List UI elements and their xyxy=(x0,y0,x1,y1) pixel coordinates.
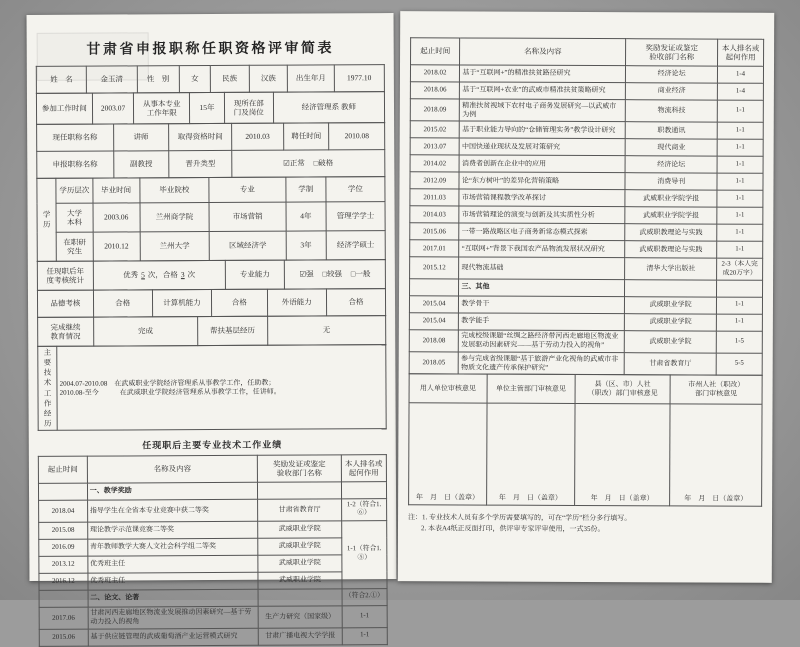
ach-rank-cell: （符合2.①） xyxy=(342,588,387,605)
applied-title-label: 申报职称名称 xyxy=(37,151,114,178)
gender-value: 女 xyxy=(179,66,210,93)
table-row xyxy=(36,92,384,125)
edu-major: 市场营销 xyxy=(209,202,286,231)
hire-time-value: 2010.08 xyxy=(329,123,385,150)
hire-time-label: 聘任时间 xyxy=(284,123,329,150)
language-value: 合格 xyxy=(326,289,385,316)
ach-dept-cell: 经济论坛 xyxy=(626,66,718,83)
achievement-row xyxy=(410,99,763,123)
ach-content-cell: 完成校级课题“丝绸之路经济带河西走廊地区物流业发展驱动因素研究——基于劳动力投入的视角” xyxy=(459,330,625,353)
ach-content-cell: 甘肃河西走廊地区物流业发展推动因素研究—基于劳动力投入的视角 xyxy=(88,606,259,629)
ach-content-cell: 一、教学奖励 xyxy=(87,482,258,500)
ethnic-label: 民族 xyxy=(210,65,249,92)
ach-content-cell: 指导学生在全省本专业竞赛中获二等奖 xyxy=(87,499,258,522)
assessment-table xyxy=(37,259,386,291)
county-sign-cell xyxy=(574,404,670,506)
ach-dept-cell: 武威职教理论与实践 xyxy=(625,224,717,241)
work-history-line: 2004.07-2010.08 在武威职业学院经济管理系从事教学工作，任助教； xyxy=(59,378,276,388)
ach-date-cell xyxy=(38,483,87,500)
edu-school: 兰州大学 xyxy=(140,232,210,261)
ach-rank-cell xyxy=(341,482,386,499)
ach-date-cell: 2018.02 xyxy=(410,65,459,82)
achievement-row xyxy=(410,223,763,242)
ach-content-cell: 市场营销理论的演变与创新及其实质性分析 xyxy=(459,206,625,224)
assessment-value xyxy=(93,260,225,290)
achievement-row xyxy=(410,189,763,208)
ach-dept-cell: 甘肃省教育厅 xyxy=(624,353,716,376)
col-header-rank: 本人排名或 起何作用 xyxy=(718,39,764,66)
edu-degree-header: 学位 xyxy=(326,177,385,202)
basic-info-row2 xyxy=(36,91,385,125)
form-title: 甘肃省申报职称任职资格评审简表 xyxy=(86,41,334,58)
ach-content-cell: 基于职业能力导向的“仓储管理实务”教学设计研究 xyxy=(460,121,626,139)
education-side-label: 学 历 xyxy=(37,178,57,261)
edu-major-header: 专业 xyxy=(209,177,286,202)
ach-dept-cell xyxy=(258,588,342,605)
achievement-row xyxy=(409,313,762,332)
achievement-row xyxy=(39,554,387,573)
ach-date-cell: 2016.12 xyxy=(39,573,88,590)
ach-date-cell xyxy=(410,279,459,296)
ach-content-cell: 基于供应链管理的武威葡萄酒产业运营模式研究 xyxy=(88,628,259,646)
profession-years-label: 从事本专业 工作年限 xyxy=(134,93,190,124)
ach-dept-cell: 武威职业学院 xyxy=(258,537,342,554)
ach-rank-cell: 1-1 xyxy=(717,297,763,314)
assessment-text: 次 xyxy=(187,270,196,280)
work-history-line: 2010.08-至今 在武威职业学院经济管理系从事教学工作，任讲师。 xyxy=(59,387,281,397)
bleed-through-ghost xyxy=(37,32,149,81)
ach-rank-cell: 1-4 xyxy=(718,66,764,83)
ach-rank-cell: 1-5 xyxy=(716,331,762,353)
achievement-row xyxy=(410,65,763,84)
ach-content-cell: 一带一路战略区电子商务新常态模式探索 xyxy=(459,223,625,241)
ach-date-cell: 2015.02 xyxy=(410,121,459,138)
assessment-text: 次，合格 xyxy=(147,270,178,280)
education-row xyxy=(37,231,385,262)
achievement-section-row xyxy=(39,588,387,607)
current-title-label: 现任职称名称 xyxy=(37,124,114,151)
moral-label: 品德考核 xyxy=(37,290,93,317)
table-row xyxy=(37,123,385,152)
city-opinion-header: 市州人社（职改） 部门审核意见 xyxy=(670,375,762,404)
ach-date-cell: 2015.12 xyxy=(410,257,460,279)
ach-rank-cell: 1-1 xyxy=(717,224,763,241)
date-stamp-line: 年 月 日（盖章） xyxy=(684,494,748,504)
form-notes xyxy=(408,512,762,535)
ach-date-cell: 2014.03 xyxy=(410,206,459,223)
achievement-row xyxy=(410,138,763,157)
col-header-dept: 奖励发证或鉴定 验收部门名称 xyxy=(626,39,718,66)
col-header-content: 名称及内容 xyxy=(87,455,258,483)
ach-content-cell: 教学能手 xyxy=(459,313,625,331)
work-history-side-label: 主要 技术 工作 经历 xyxy=(38,346,58,430)
title-info-table xyxy=(36,122,385,179)
ach-content-cell: 中国快递业现状及发展对策研究 xyxy=(460,138,626,156)
work-history-content xyxy=(57,345,386,431)
ach-content-cell: 基于“互联网+”的精准扶贫路径研究 xyxy=(460,65,626,83)
achievements-header-row xyxy=(38,455,386,484)
achievement-row xyxy=(39,605,387,629)
ach-dept-cell: 物流科技 xyxy=(626,100,718,123)
table-row xyxy=(37,150,385,179)
applied-title-value: 副教授 xyxy=(113,151,169,178)
date-stamp-line: 年 月 日（盖章） xyxy=(498,494,562,503)
birth-label: 出生年月 xyxy=(288,65,335,92)
ach-date-cell: 2014.02 xyxy=(410,155,459,172)
achievement-row xyxy=(409,296,762,315)
achievement-row xyxy=(410,172,763,191)
note-line-2: 2. 本表A4纸正反面打印，供评审专家评审使用，一式35份。 xyxy=(420,524,605,534)
opinions-sign-row xyxy=(409,403,762,507)
edu-major: 区域经济学 xyxy=(209,231,286,260)
checkbox-stronger: □较强 xyxy=(322,269,343,279)
ach-rank-cell: 1-1 xyxy=(717,156,763,173)
edu-time: 2003.06 xyxy=(93,203,140,232)
moral-value: 合格 xyxy=(93,290,152,317)
ach-content-cell: 青年教师教学大赛人文社会科学组二等奖 xyxy=(87,538,258,556)
ach-dept-cell: 现代商业 xyxy=(625,139,717,156)
ach-date-cell: 2013.07 xyxy=(410,138,459,155)
ach-dept-cell: 甘肃广播电视大学学报 xyxy=(258,628,342,645)
ach-content-cell: 论“东方树叶”的差异化营销策略 xyxy=(459,172,625,190)
achievement-row xyxy=(409,352,762,376)
checkbox-strong: ☑强 xyxy=(299,269,314,279)
achievement-row xyxy=(410,155,763,174)
ach-date-cell: 2017.06 xyxy=(39,607,88,629)
edu-level: 在职研 究生 xyxy=(56,232,93,261)
ach-content-cell: 现代物流基础 xyxy=(459,257,625,279)
ach-dept-cell xyxy=(625,280,717,297)
achievements-table-page1 xyxy=(38,454,388,647)
ach-date-cell: 2013.12 xyxy=(39,556,88,573)
col-header-date: 起止时间 xyxy=(38,456,87,483)
grassroots-value: 无 xyxy=(267,316,385,346)
supervisor-opinion-header: 单位主管部门审核意见 xyxy=(487,374,575,403)
ach-content-cell: 三、其他 xyxy=(459,279,625,297)
edu-time: 2010.12 xyxy=(93,232,140,261)
ach-rank-cell: 1-1 xyxy=(342,605,387,627)
promotion-type-value xyxy=(232,150,385,178)
edu-school-header: 毕业院校 xyxy=(140,178,210,203)
achievement-row xyxy=(39,520,387,539)
ach-date-cell: 2018.08 xyxy=(409,330,459,352)
opinions-header-row xyxy=(409,374,762,405)
date-stamp-line: 年 月 日（盖章） xyxy=(415,493,479,503)
table-row xyxy=(38,345,386,431)
achievement-row xyxy=(410,82,763,101)
edu-years: 3年 xyxy=(286,231,326,260)
ach-date-cell: 2016.09 xyxy=(39,539,88,556)
ach-content-cell: “互联网+”背景下我国农产品物流发展状况研究 xyxy=(459,240,625,258)
ach-dept-cell: 武威职业学院 xyxy=(625,297,717,314)
ach-rank-cell xyxy=(717,280,763,297)
moral-table xyxy=(37,288,386,318)
education-header-row xyxy=(37,177,385,204)
ach-content-cell: 参与完成省级课题“基于旅游产业化视角的武威市非物质文化遗产传承保护研究” xyxy=(459,352,625,375)
employer-sign-cell xyxy=(409,403,487,505)
continuing-edu-label: 完成继续 教育情况 xyxy=(38,317,94,346)
review-opinions-table xyxy=(408,373,763,507)
ach-content-cell: 基于“互联网+农业”的武威市精准扶贫策略研究 xyxy=(460,82,626,100)
edu-degree: 管理学学士 xyxy=(326,202,385,231)
ach-date-cell: 2018.09 xyxy=(410,99,460,121)
form-page-1 xyxy=(27,13,397,642)
ach-rank-cell: 1-2（符合1.⑥） xyxy=(341,499,386,521)
col-header-rank: 本人排名或 起何作用 xyxy=(341,455,386,482)
note-line-1: 注：1. 专业技术人员有多个学历需要填写的，可在“学历”栏分多行填写。 xyxy=(408,513,632,523)
computer-value: 合格 xyxy=(211,289,267,316)
supervisor-sign-cell xyxy=(486,403,575,505)
ach-content-cell: 消费者创新在企业中的应用 xyxy=(459,155,625,173)
grassroots-label: 帮扶基层经历 xyxy=(198,316,268,345)
work-start-value: 2003.07 xyxy=(92,93,134,124)
current-title-value: 讲师 xyxy=(113,124,169,151)
ability-label: 专业能力 xyxy=(225,260,284,289)
edu-years: 4年 xyxy=(286,202,326,231)
birth-value: 1977.10 xyxy=(334,65,384,92)
work-history-table xyxy=(37,344,386,431)
edu-level-header: 学历层次 xyxy=(56,178,93,203)
ach-rank-cell: 1-1（符合1.⑤） xyxy=(341,520,387,588)
edu-level: 大学 本科 xyxy=(56,203,93,232)
achievement-row xyxy=(409,330,762,354)
col-header-date: 起止时间 xyxy=(411,38,461,65)
table-row xyxy=(38,316,386,347)
profession-years-value: 15年 xyxy=(190,92,225,123)
achievement-section-row xyxy=(410,279,763,298)
ach-date-cell: 2015.08 xyxy=(39,522,88,539)
ach-dept-cell xyxy=(258,482,342,499)
ach-rank-cell: 1-1 xyxy=(717,207,763,224)
work-start-label: 参加工作时间 xyxy=(36,93,92,124)
ach-dept-cell: 武威职教理论与实践 xyxy=(625,241,717,258)
ach-dept-cell: 消费导刊 xyxy=(625,173,717,190)
achievement-row xyxy=(39,627,387,646)
ach-dept-cell: 武威职业学院 xyxy=(258,571,342,588)
edu-years-header: 学制 xyxy=(286,177,326,202)
assessment-text: 优秀 xyxy=(123,270,139,280)
achievement-row xyxy=(39,537,387,556)
ach-rank-cell: 1-1 xyxy=(717,122,763,139)
ach-dept-cell: 武威职业学院 xyxy=(258,520,342,537)
computer-label: 计算机能力 xyxy=(152,290,211,317)
ach-content-cell: 优秀班主任 xyxy=(88,555,259,573)
ach-dept-cell: 武威职业学院学报 xyxy=(625,190,717,207)
continuing-edu-value: 完成 xyxy=(93,317,198,347)
ethnic-value: 汉族 xyxy=(249,65,288,92)
education-row xyxy=(37,202,385,233)
ach-date-cell: 2018.05 xyxy=(409,352,459,374)
ach-rank-cell: 1-1 xyxy=(717,100,763,122)
ach-date-cell: 2018.06 xyxy=(410,82,459,99)
ach-content-cell: 理论教学示范课竞赛二等奖 xyxy=(87,521,258,539)
ach-dept-cell: 职教通讯 xyxy=(626,122,718,139)
assessment-excellent-count: 5 xyxy=(141,270,145,280)
ach-content-cell: 教学骨干 xyxy=(459,296,625,314)
department-value: 经济管理系 教师 xyxy=(273,92,385,124)
education-table xyxy=(36,176,385,262)
continuing-education-table xyxy=(37,315,386,347)
ach-dept-cell: 甘肃省教育厅 xyxy=(258,499,342,521)
edu-school: 兰州商学院 xyxy=(140,203,210,232)
checkbox-common: □一般 xyxy=(350,269,371,279)
county-opinion-header: 县（区、市）人社 （职改）部门审核意见 xyxy=(575,375,670,404)
promotion-type-label: 晋升类型 xyxy=(169,150,232,177)
ach-dept-cell: 武威职业学院学报 xyxy=(625,207,717,224)
date-stamp-line: 年 月 日（盖章） xyxy=(590,494,654,503)
achievements-section-title: 任现职后主要专业技术工作业绩 xyxy=(142,439,283,451)
employer-opinion-header: 用人单位审核意见 xyxy=(409,374,487,403)
ach-date-cell: 2015.06 xyxy=(39,629,88,646)
language-label: 外语能力 xyxy=(267,289,326,316)
ach-content-cell: 市场营销课程教学改革探讨 xyxy=(459,189,625,207)
qualification-time-value: 2010.03 xyxy=(231,123,283,150)
ach-date-cell: 2015.04 xyxy=(409,313,458,330)
ach-dept-cell: 商业经济 xyxy=(626,83,718,100)
checkbox-exceptional: □破格 xyxy=(313,158,334,168)
ach-rank-cell: 1-1 xyxy=(716,314,762,331)
qualification-time-label: 取得资格时间 xyxy=(169,123,232,150)
table-row xyxy=(37,289,385,318)
achievements-header-row xyxy=(411,38,764,67)
ach-dept-cell: 武威职业学院 xyxy=(625,314,717,331)
achievement-row xyxy=(410,257,763,280)
ach-rank-cell: 2-3（本人完成20万字） xyxy=(717,258,763,280)
ach-rank-cell: 1-1 xyxy=(342,627,387,644)
edu-degree: 经济学硕士 xyxy=(326,231,385,260)
achievements-table-page2 xyxy=(409,37,764,376)
ach-rank-cell: 1-1 xyxy=(717,139,763,156)
checkbox-normal: ☑正常 xyxy=(283,158,305,168)
ach-content-cell: 二、论文、论著 xyxy=(88,589,259,607)
name-value: 金玉清 xyxy=(87,66,137,93)
ach-dept-cell: 经济论坛 xyxy=(625,156,717,173)
ach-date-cell: 2012.09 xyxy=(410,172,459,189)
ach-dept-cell: 武威职业学院 xyxy=(258,554,342,571)
ach-date-cell xyxy=(39,590,88,607)
ach-dept-cell: 清华大学出版社 xyxy=(625,258,717,280)
ach-rank-cell: 1-4 xyxy=(717,83,763,100)
achievement-row xyxy=(39,499,387,522)
ach-rank-cell: 1-1 xyxy=(717,190,763,207)
gender-label: 性 别 xyxy=(137,66,180,93)
ach-date-cell: 2015.04 xyxy=(409,296,458,313)
ach-date-cell: 2015.06 xyxy=(410,223,459,240)
ach-rank-cell: 1-1 xyxy=(717,241,763,258)
achievement-section-row xyxy=(38,482,386,501)
ach-date-cell: 2011.03 xyxy=(410,189,459,206)
city-sign-cell xyxy=(670,404,762,506)
ach-rank-cell: 5-5 xyxy=(716,353,762,375)
edu-time-header: 毕业时间 xyxy=(93,178,140,203)
form-page-2 xyxy=(398,11,774,583)
achievement-row xyxy=(410,240,763,259)
ach-dept-cell: 生产力研究（国家级） xyxy=(258,605,342,628)
achievement-row xyxy=(410,121,763,140)
ach-rank-cell: 1-1 xyxy=(717,173,763,190)
ach-date-cell: 2017.01 xyxy=(410,240,459,257)
ach-date-cell: 2018.04 xyxy=(39,500,88,522)
col-header-content: 名称及内容 xyxy=(460,38,626,66)
achievement-row xyxy=(39,571,387,590)
table-row xyxy=(37,260,385,291)
assessment-pass-count: 3 xyxy=(180,270,185,280)
ach-content-cell: 优秀班主任 xyxy=(88,572,259,590)
ability-checkboxes xyxy=(284,260,385,290)
achievement-row xyxy=(410,206,763,225)
assessment-label: 任现职后年 度考核统计 xyxy=(37,261,93,290)
name-label: 姓 名 xyxy=(36,66,86,93)
department-label: 现所在部 门及岗位 xyxy=(224,92,273,123)
ach-content-cell: 精准扶贫视域下农村电子商务发展研究—以武威市为例 xyxy=(460,99,626,122)
ach-dept-cell: 武威职业学院 xyxy=(625,331,717,354)
col-header-dept: 奖励发证或鉴定 验收部门名称 xyxy=(258,455,342,482)
